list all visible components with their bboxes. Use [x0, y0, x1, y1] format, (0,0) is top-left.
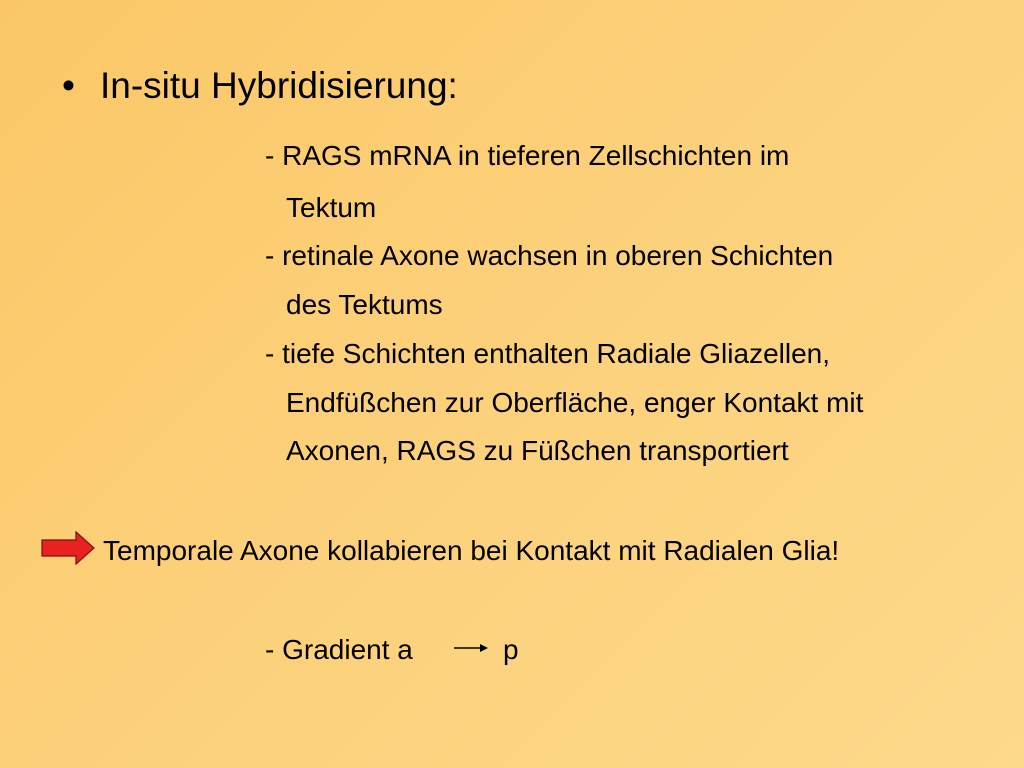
- gradient-prefix: - Gradient a: [265, 634, 413, 665]
- gradient-suffix: p: [503, 634, 519, 665]
- bullet-marker: •: [62, 65, 75, 106]
- text-line-3: - retinale Axone wachsen in oberen Schichten: [265, 240, 834, 271]
- heading-text: In-situ Hybridisierung:: [100, 65, 458, 106]
- right-arrow-icon: [40, 530, 96, 566]
- text-line-4: des Tektums: [286, 289, 443, 320]
- text-line-7: Axonen, RAGS zu Füßchen transportiert: [286, 435, 789, 466]
- small-right-arrow-icon: [452, 640, 490, 656]
- text-line-6: Endfüßchen zur Oberfläche, enger Kontakt mit: [286, 387, 864, 418]
- text-line-1: - RAGS mRNA in tieferen Zellschichten im: [265, 140, 790, 171]
- text-line-2: Tektum: [286, 192, 377, 223]
- slide-heading: [62, 62, 458, 110]
- text-line-5: - tiefe Schichten enthalten Radiale Gliazellen,: [265, 338, 831, 369]
- conclusion-text: Temporale Axone kollabieren bei Kontakt mit Radialen Glia!: [103, 535, 840, 566]
